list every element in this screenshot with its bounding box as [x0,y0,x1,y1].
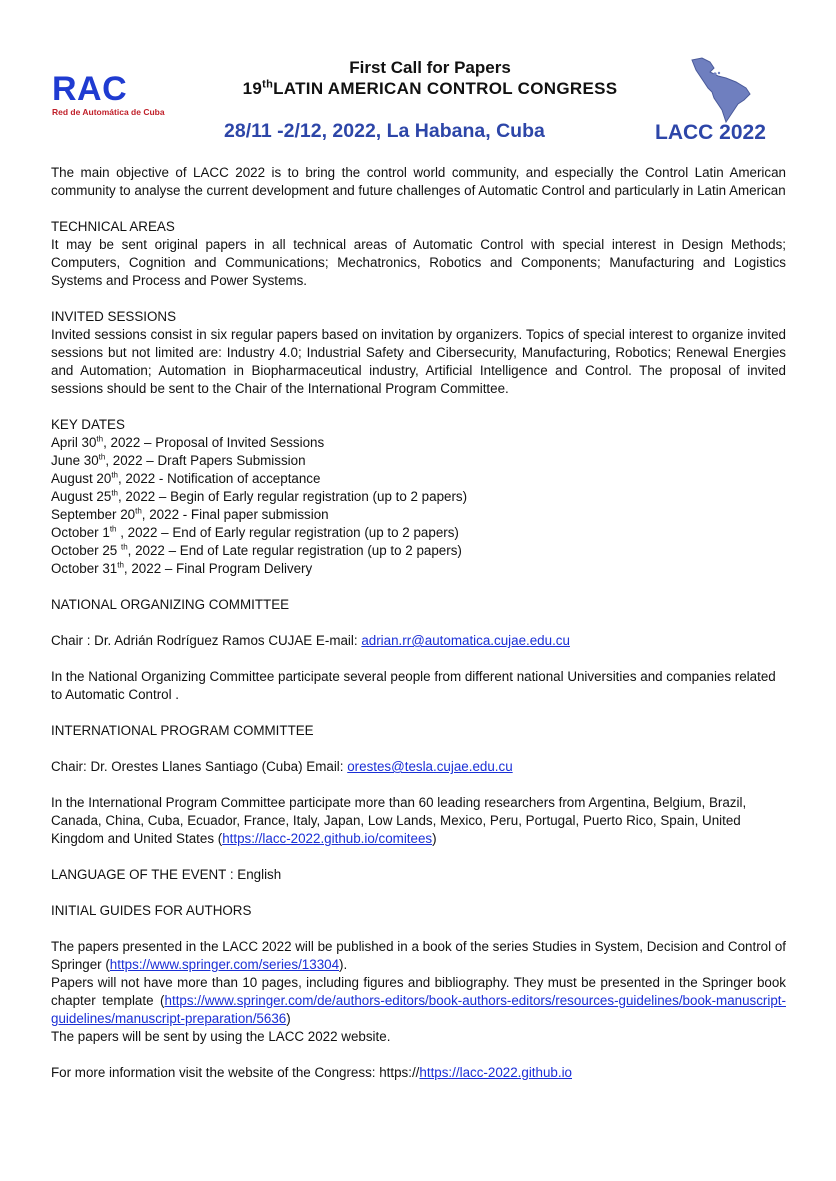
national-chair-email-link[interactable]: adrian.rr@automatica.cujae.edu.cu [361,633,570,648]
event-short-name: LACC 2022 [655,121,766,144]
technical-areas-text: It may be sent original papers in all technical areas of Automatic Control with special interest in Design Methods; Computers, Cognition and Communications; Mechatronics, Robotics and Components; Manufacturing and Logistics Systems and Process and Power Systems. [51,237,786,288]
latin-america-map-icon [688,54,758,124]
national-committee-heading: NATIONAL ORGANIZING COMMITTEE [51,597,290,612]
springer-series-link[interactable]: https://www.springer.com/series/13304 [109,957,340,972]
key-date-item: October 31th, 2022 – Final Program Delivery [51,560,313,576]
language-line [51,866,786,884]
guides-paragraph-template: Papers will not have more than 10 pages, including figures and bibliography. They must be presented in the Springer book chapter template (https://www.springer.com/de/authors-editors/book-authors-editors/resources-guidelines/book-manuscript-guidelines/manuscript-preparation/5636) [51,975,786,1026]
key-date-item: October 25 $^{th}$, 2022 – End of Late regular registration (up to 2 papers) [51,542,462,558]
invited-sessions-heading: INVITED SESSIONS [51,309,177,324]
key-dates-heading: KEY DATES [51,417,125,432]
language-value: English [237,867,282,882]
congress-website-link[interactable]: https://lacc-2022.github.io [419,1065,573,1080]
logo-subtitle: Red de Automática de Cuba [52,107,165,117]
title-rest: LATIN AMERICAN CONTROL CONGRESS [273,79,618,98]
key-date-item: April 30th, 2022 – Proposal of Invited Sessions [51,434,325,450]
document-body [51,164,786,1082]
key-date-item: October 1th , 2022 – End of Early regular registration (up to 2 papers) [51,524,459,540]
technical-areas-heading: TECHNICAL AREAS [51,219,175,234]
guides-paragraph-website: The papers will be sent by using the LACC 2022 website. [51,1029,391,1044]
title-ordinal: th [262,78,274,91]
key-date-item: August 20th, 2022 - Notification of acceptance [51,470,321,486]
committees-link[interactable]: https://lacc-2022.github.io/comitees [222,831,433,846]
key-date-item: August 25th, 2022 – Begin of Early regular registration (up to 2 papers) [51,488,468,504]
international-chair-email-link[interactable]: orestes@tesla.cujae.edu.cu [347,759,513,774]
intro-paragraph: The main objective of LACC 2022 is to bring the control world community, and especially the Control Latin American community to analyse the current development and future challenges of Automatic Control and particularly in Latin American [51,165,786,198]
call-title [200,58,660,100]
national-committee-text: In the National Organizing Committee participate several people from different national Universities and companies related to Automatic Control . [51,669,776,702]
rac-logo [52,72,182,117]
key-date-item: June 30th, 2022 – Draft Papers Submission [51,452,306,468]
title-number: 19 [242,79,263,98]
international-committee-text: In the International Program Committee participate more than 60 leading researchers from Argentina, Belgium, Brazil, Canada, China, Cuba, Ecuador, France, Italy, Japan, Low Lands, Mexico, Peru, Portugal, Puerto Rico, Spain, United Kingdom and United States (https://lacc-2022.github.io/comitees) [51,795,747,846]
key-dates-list [51,434,786,578]
guides-heading: INITIAL GUIDES FOR AUTHORS [51,903,252,918]
springer-template-link[interactable]: https://www.springer.com/de/authors-editors/book-authors-editors/resources-guidelines/book-manuscript-guidelines/manuscript-preparation/5636 [51,993,786,1026]
more-info-line: For more information visit the website of the Congress: https://https://lacc-2022.github.io [51,1065,573,1080]
international-committee-heading: INTERNATIONAL PROGRAM COMMITTEE [51,723,314,738]
title-line1: First Call for Papers [349,58,511,77]
international-chair-line: Chair: Dr. Orestes Llanes Santiago (Cuba) Email: orestes@tesla.cujae.edu.cu [51,759,513,774]
invited-sessions-text: Invited sessions consist in six regular papers based on invitation by organizers. Topics of special interest to organize invited sessions but not limited are: Industry 4.0; Industrial Safety and Cibersecurity, Manufacturing, Robotics; Renewal Energies and Automation; Automation in Biopharmaceutical industry, Artificial Intelligence and Control. The proposal of invited sessions should be sent to the Chair of the International Program Committee. [51,327,786,396]
logo-text: RAC [52,70,128,108]
event-dates: 28/11 -2/12, 2022, La Habana, Cuba [224,120,545,142]
guides-paragraph-series: The papers presented in the LACC 2022 will be published in a book of the series Studies in System, Decision and Control of Springer (https://www.springer.com/series/13304). [51,939,786,972]
national-chair-line: Chair : Dr. Adrián Rodríguez Ramos CUJAE E-mail: adrian.rr@automatica.cujae.edu.cu [51,633,570,648]
language-label: LANGUAGE OF THE EVENT : [51,867,238,882]
title-line2 [200,78,660,100]
key-date-item: September 20th, 2022 - Final paper submission [51,506,329,522]
